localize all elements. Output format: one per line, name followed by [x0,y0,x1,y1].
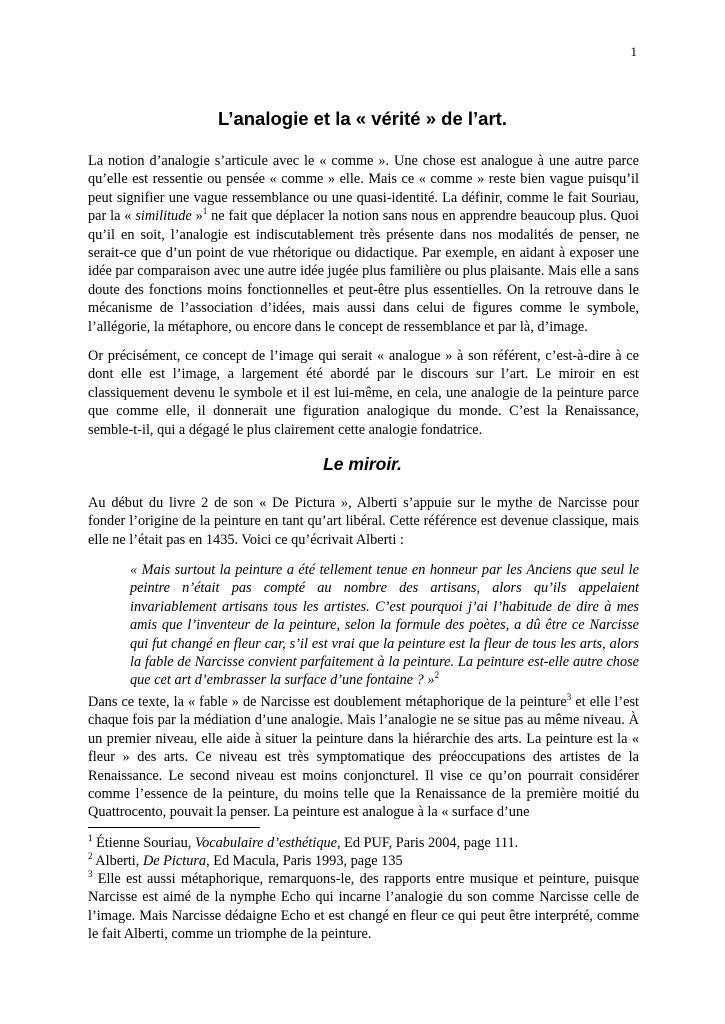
block-quote [130,561,639,690]
paragraph-1-text-c: ne fait que déplacer la notion sans nous en apprendre beaucoup plus. Quoi qu’il en soit, l’analogie est indiscutablement très présente dans nos modalités de penser, ne serait-ce que d’un point de vue rhétorique ou didactique. Par exemple, en aidant à exposer une idée par comparaison avec une autre idée jugée plus familière ou plus plaisante. Mais elle a sans doute des fonctions moins fonctionnelles et peut-être plus essentielles. On la retrouve dans le mécanisme de l’association d’idées, mais aussi dans celui de figures comme le symbole, l’allégorie, la métaphore, ou encore dans le concept de ressemblance et par là, d’image. [88,208,639,335]
block-quote-text: « Mais surtout la peinture a été tellement tenue en honneur par les Anciens que seul le peintre n’était pas compté au nombre des artisans, alors qu’ils appelaient invariablement artisans tous les artistes. C’est pourquoi j’ai l’habitude de dire à mes amis que l’inventeur de la peinture, selon la formule des poètes, a dû être ce Narcisse qui fut changé en fleur car, s’il est vrai que la peinture est la fleur de tous les arts, alors la fable de Narcisse convient parfaitement à la peinture. La peinture est-elle autre chose que cet art d’embrasser la surface d’une fontaine ? » [130,562,639,689]
footnote-1-text-b: , Ed PUF, Paris 2004, page 111. [336,835,519,851]
paragraph-1-italic: similitude [135,208,192,225]
paragraph-2: Or précisément, ce concept de l’image qui serait « analogue » à son référent, c’est-à-dire à ce dont elle est l’image, a largement été abordé par le discours sur l’art. Le miroir en est classiquement devenu le symbole et il est lui-même, en cela, une analogie de la peinture parce que comme elle, il donnerait une figuration analogique du monde. C’est la Renaissance, semble-t-il, qui a dégagé le plus clairement cette analogie fondatrice. [88,348,639,438]
footnote-1-italic: Vocabulaire d’esthétique [194,835,337,851]
footnote-2-number: 2 [88,851,93,862]
paragraph-4-text-b: et elle l’est chaque fois par la médiation d’une analogie. Mais l’analogie ne se situe pas au même niveau. À un premier niveau, elle aide à situer la peinture dans la hiérarchie des arts. La peinture est la « fleur » des arts. Ce niveau est très symptomatique des préoccupations des artistes de la Renaissance. Le second niveau est moins conjoncturel. Il vise ce qu’on pourrait considérer comme l’essence de la peinture, du moins telle que la Renaissance de la première moitié du Quattrocento, pouvait la penser. La peinture est analogue à la « surface d’une [88,694,640,821]
footnote-2-text-a: Alberti, [92,853,143,869]
footnote-1-number: 1 [88,833,93,844]
footnote-2-text-b: , Ed Macula, Paris 1993, page 135 [206,853,403,869]
footnote-separator [88,827,260,828]
footnote-ref-2[interactable]: 2 [434,670,440,681]
footnote-1 [88,834,639,852]
footnote-2 [88,852,639,870]
footnote-ref-3[interactable]: 3 [566,692,572,703]
footnote-3-text-a: Elle est aussi métaphorique, remarquons-le, des rapports entre musique et peinture, puisque Narcisse est aimé de la nymphe Echo qui incarne l’analogie du son comme Narcisse celle de l’image. Mais Narcisse dédaigne Echo et est changé en fleur ce qui peut être interprété, comme le fait Alberti, comme un triomphe de la peinture. [88,871,639,943]
paragraph-1-text-a: La notion d’analogie s’articule avec le « comme ». Une chose est analogue à une autre parce qu’elle est ressentie ou pensée « comme » elle. Mais ce « comme » reste bien vague puisqu’il peut signifier une vague ressemblance ou une quasi-identité. La définir, comme le fait Souriau, par la « [88,153,639,225]
footnote-2-italic: De Pictura [142,853,207,869]
footnote-1-text-a: Étienne Souriau, [92,835,195,851]
footnote-3-number: 3 [88,869,93,880]
paragraph-4 [88,693,639,822]
section-heading: Le miroir. [323,454,402,474]
paragraph-4-text-a: Dans ce texte, la « fable » de Narcisse est doublement métaphorique de la peinture [88,694,567,710]
footnote-ref-1[interactable]: 1 [202,206,208,217]
paragraph-3: Au début du livre 2 de son « De Pictura », Alberti s’appuie sur le mythe de Narcisse pour fonder l’origine de la peinture en tant qu’art libéral. Cette référence est devenue classique, mais elle ne l’était pas en 1435. Voici ce qu’écrivait Alberti : [88,495,639,548]
paragraph-1 [88,152,639,336]
page-number: 1 [630,44,637,59]
page-title: L’analogie et la « vérité » de l’art. [218,108,507,129]
paragraph-1-text-b: » [191,208,203,225]
footnote-3 [88,870,639,944]
